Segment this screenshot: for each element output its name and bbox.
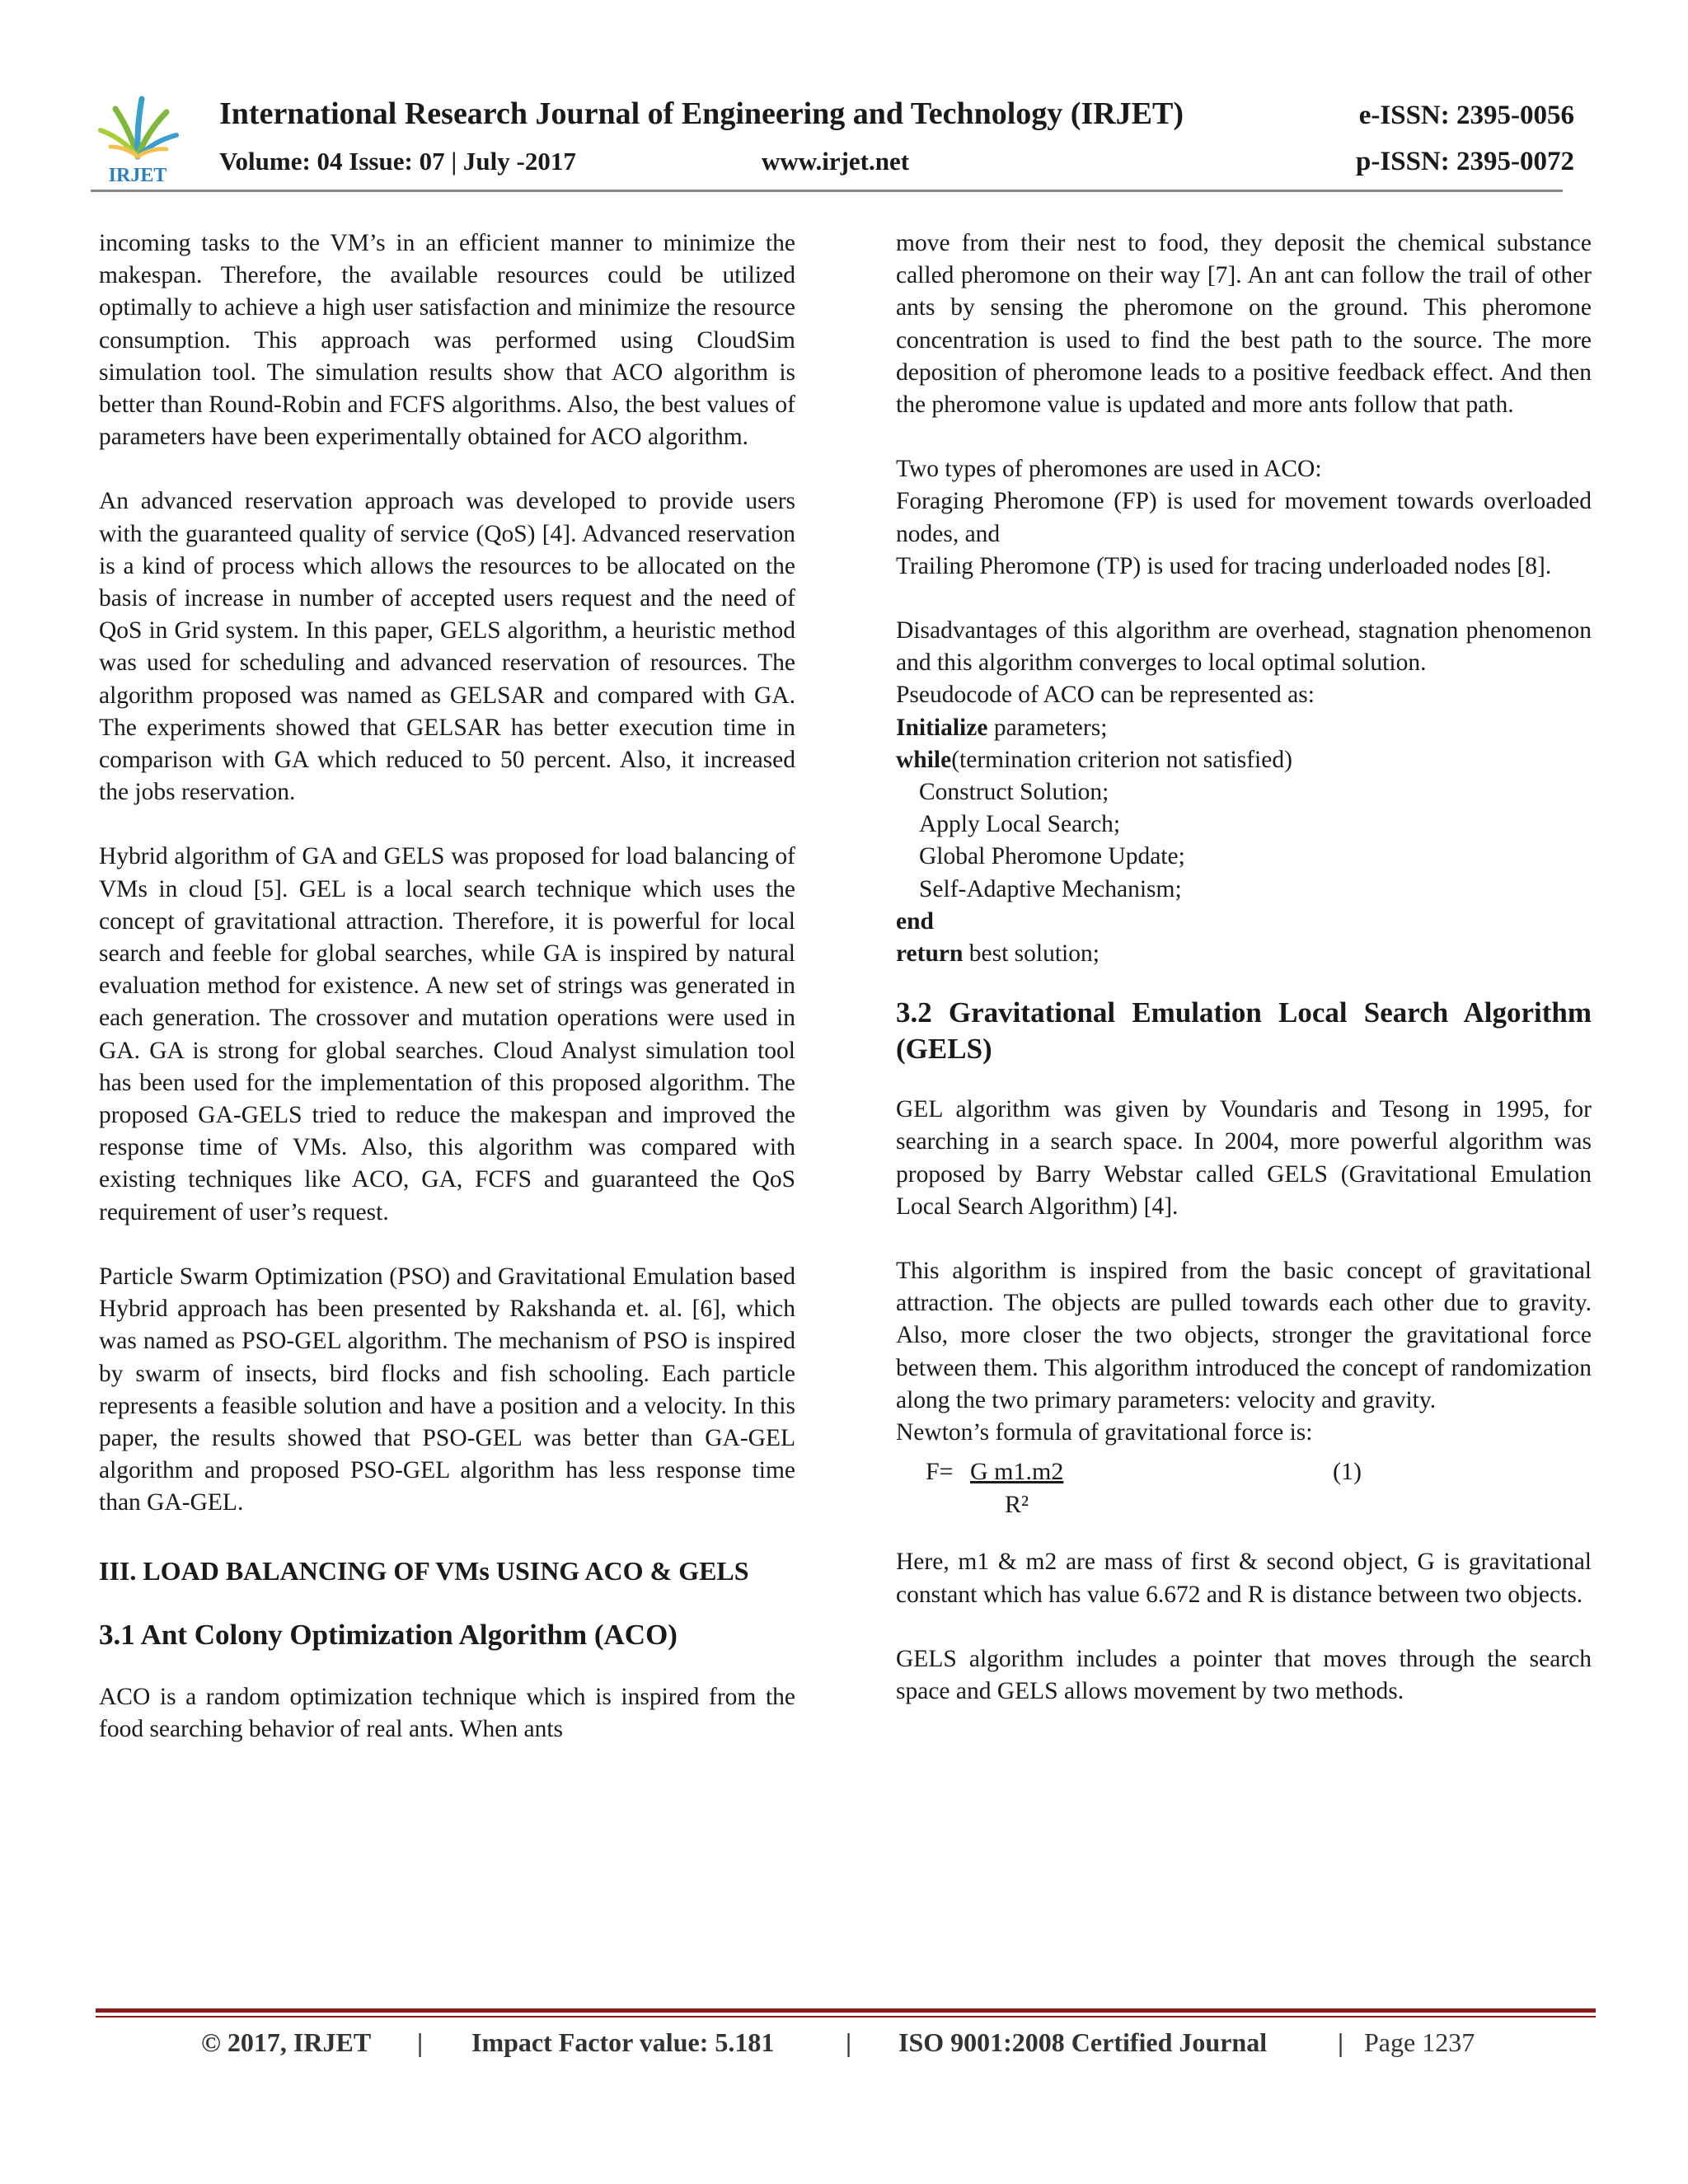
footer-separator: | <box>1338 2027 1344 2057</box>
pseudocode-intro: Pseudocode of ACO can be represented as: <box>896 682 1315 709</box>
code-line <box>896 906 1592 938</box>
footer-divider-thin <box>96 2016 1596 2018</box>
code-keyword: while <box>896 746 952 773</box>
irjet-logo-icon <box>91 92 185 187</box>
footer-impact-factor: Impact Factor value: 5.181 <box>471 2027 775 2057</box>
paragraph: Particle Swarm Optimization (PSO) and Gravitational Emulation based Hybrid approach has been presented by Rakshanda et. al. [6], which was named as PSO-GEL algorithm. The mechanism of PSO is inspired by swarm of insects, bird flocks and fish schooling. Each particle represents a feasible solution and have a position and a velocity. In this paper, the results showed that PSO-GEL was better than GA-GEL algorithm and proposed PSO-GEL algorithm has less response time than GA-GEL. <box>99 1263 795 1516</box>
left-column <box>99 227 795 1746</box>
svg-text:IRJET: IRJET <box>108 165 167 186</box>
equation-denominator: R² <box>1005 1491 1029 1519</box>
header-divider <box>91 190 1563 192</box>
subsection-heading-aco: 3.1 Ant Colony Optimization Algorithm (ACO) <box>99 1618 678 1651</box>
trailing-pheromone-text: Trailing Pheromone (TP) is used for tracing underloaded nodes [8]. <box>896 552 1552 579</box>
code-keyword: end <box>896 907 934 935</box>
section-heading: III. LOAD BALANCING OF VMs USING ACO & GELS <box>99 1555 749 1586</box>
journal-website-link[interactable]: www.irjet.net <box>762 147 910 176</box>
foraging-pheromone-text: Foraging Pheromone (FP) is used for movement towards overloaded nodes, and <box>896 488 1592 547</box>
page-header <box>91 92 1574 193</box>
paragraph: move from their nest to food, they deposit the chemical substance called pheromone on their way [7]. An ant can follow the trail of other ants by sensing the pheromone on the ground. This pheromone concentration is used to find the best path to the source. The more deposition of pheromone leads to a positive feedback effect. And then the pheromone value is updated and more ants follow that path. <box>896 230 1592 419</box>
footer-copyright: © 2017, IRJET <box>201 2027 372 2057</box>
equation-numerator: G m1.m2 <box>970 1458 1064 1486</box>
paragraph: Here, m1 & m2 are mass of first & second object, G is gravitational constant which has value 6.672 and R is distance between two objects. <box>896 1549 1592 1608</box>
pheromone-types-intro: Two types of pheromones are used in ACO: <box>896 456 1322 483</box>
code-line: return best solution; <box>896 940 1100 968</box>
code-line: Apply Local Search; <box>919 811 1121 838</box>
paragraph: ACO is a random optimization technique which is inspired from the food searching behavior of real ants. When ants <box>99 1683 795 1742</box>
paragraph: GELS algorithm includes a pointer that moves through the search space and GELS allows movement by two methods. <box>896 1645 1592 1704</box>
e-issn: e-ISSN: 2395-0056 <box>1358 101 1574 130</box>
right-column <box>896 227 1592 1708</box>
footer-separator: | <box>417 2027 424 2057</box>
code-line: Global Pheromone Update; <box>919 843 1185 870</box>
p-issn: p-ISSN: 2395-0072 <box>1356 147 1574 176</box>
paragraph: Disadvantages of this algorithm are overhead, stagnation phenomenon and this algorithm converges to local optimal solution. <box>896 617 1592 677</box>
footer-separator: | <box>846 2027 852 2057</box>
pseudocode-block <box>896 712 1592 971</box>
paragraph: incoming tasks to the VM’s in an efficient manner to minimize the makespan. Therefore, the available resources could be utilized optimally to achieve a high user satisfaction and minimize the resource consumption. This approach was performed using CloudSim simulation tool. The simulation results show that ACO algorithm is better than Round-Robin and FCFS algorithms. Also, the best values of parameters have been experimentally obtained for ACO algorithm. <box>99 230 795 451</box>
paragraph: Hybrid algorithm of GA and GELS was proposed for load balancing of VMs in cloud [5]. GEL is a local search technique which uses the concept of gravitational attraction. Therefore, it is powerful for local search and feeble for global searches, while GA is inspired by natural evaluation method for existence. A new set of strings was generated in each generation. The crossover and mutation operations were used in GA. GA is strong for global searches. Cloud Analyst simulation tool has been used for the implementation of this proposed algorithm. The proposed GA-GELS tried to reduce the makespan and improved the response time of VMs. Also, this algorithm was compared with existing techniques like ACO, GA, FCFS and guaranteed the QoS requirement of user’s request. <box>99 843 795 1226</box>
footer-iso-certification: ISO 9001:2008 Certified Journal <box>898 2027 1268 2057</box>
code-keyword: return <box>896 940 964 968</box>
volume-issue: Volume: 04 Issue: 07 | July -2017 <box>219 147 576 176</box>
code-line: Initialize parameters; <box>896 714 1108 741</box>
paragraph: GEL algorithm was given by Voundaris and Tesong in 1995, for searching in a search space. In 2004, more powerful algorithm was proposed by Barry Webstar called GELS (Gravitational Emulation Local Search Algorithm) [4]. <box>896 1096 1592 1220</box>
code-line: Self-Adaptive Mechanism; <box>919 875 1182 902</box>
paragraph: This algorithm is inspired from the basic concept of gravitational attraction. The objects are pulled towards each other due to gravity. Also, more closer the two objects, stronger the gravitational force between them. This algorithm introduced the concept of randomization along the two primary parameters: velocity and gravity. <box>896 1258 1592 1413</box>
code-line: while(termination criterion not satisfied) <box>896 746 1292 773</box>
footer-divider <box>96 2008 1596 2013</box>
code-line: Construct Solution; <box>919 779 1109 806</box>
equation-lhs: F= <box>926 1458 954 1486</box>
journal-title: International Research Journal of Engineering and Technology (IRJET) <box>219 96 1184 131</box>
gravitational-force-equation <box>896 1455 1592 1528</box>
subsection-heading-gels: 3.2 Gravitational Emulation Local Search Algorithm (GELS) <box>896 996 1592 1066</box>
newton-formula-intro: Newton’s formula of gravitational force is: <box>896 1419 1313 1446</box>
equation-number: (1) <box>1333 1458 1362 1486</box>
footer-page-number: Page 1237 <box>1364 2027 1475 2057</box>
paragraph: An advanced reservation approach was developed to provide users with the guaranteed quality of service (QoS) [4]. Advanced reservation is a kind of process which allows the resources to be allocated on the basis of increase in number of accepted users request and the need of QoS in Grid system. In this paper, GELS algorithm, a heuristic method was used for scheduling and advanced reservation of resources. The algorithm proposed was named as GELSAR and compared with GA. The experiments showed that GELSAR has better execution time in comparison with GA which reduced to 50 percent. Also, it increased the jobs reservation. <box>99 488 795 806</box>
code-keyword: Initialize <box>896 714 988 741</box>
